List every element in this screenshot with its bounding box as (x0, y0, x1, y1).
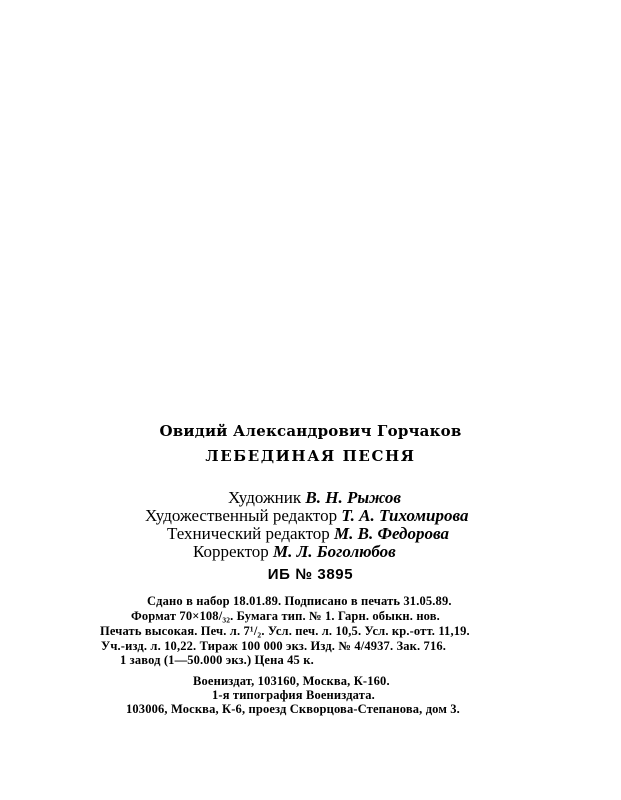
publisher-line: 103006, Москва, К-6, проезд Скворцова-Степанова, дом 3. (126, 702, 460, 716)
author-name: Овидий Александрович Горчаков (159, 422, 462, 440)
credit-artist (228, 489, 401, 506)
imprint-line: Сдано в набор 18.01.89. Подписано в печать 31.05.89. (147, 594, 452, 608)
credit-role: Художественный редактор (145, 506, 338, 525)
ib-number: ИБ № 3895 (267, 566, 354, 583)
book-title: ЛЕБЕДИНАЯ ПЕСНЯ (205, 447, 416, 465)
credit-proofreader (193, 543, 396, 560)
publisher-line: 1-я типография Воениздата. (212, 688, 375, 702)
credit-person: Т. А. Тихомирова (341, 506, 469, 525)
imprint-line: Формат 70×108/₃₂. Бумага тип. № 1. Гарн. обыкн. нов. (131, 609, 440, 623)
credit-role: Корректор (193, 542, 269, 561)
imprint-line: 1 завод (1—50.000 экз.) Цена 45 к. (120, 653, 314, 667)
credit-technical-editor (167, 525, 449, 542)
credit-role: Художник (228, 488, 302, 507)
credit-role: Технический редактор (167, 524, 330, 543)
publisher-line: Воениздат, 103160, Москва, К-160. (193, 674, 390, 688)
credit-person: В. Н. Рыжов (305, 488, 401, 507)
credit-person: М. Л. Боголюбов (273, 542, 396, 561)
imprint-line: Печать высокая. Печ. л. 7¹/₂. Усл. печ. л. 10,5. Усл. кр.-отт. 11,19. (100, 624, 470, 638)
imprint-line: Уч.-изд. л. 10,22. Тираж 100 000 экз. Изд. № 4/4937. Зак. 716. (101, 639, 447, 653)
credit-person: М. В. Федорова (334, 524, 449, 543)
credit-art-editor (145, 507, 468, 524)
